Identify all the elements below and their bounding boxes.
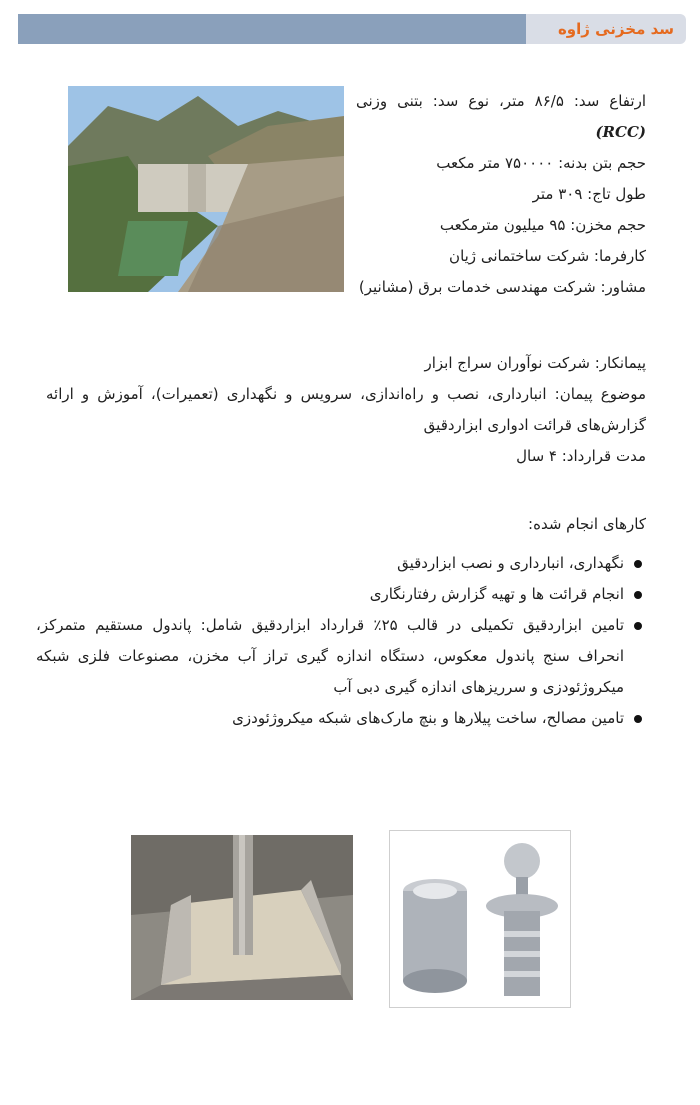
spec-rcc: (RCC)	[595, 123, 646, 141]
list-item: تامین مصالح، ساخت پیلارها و بنچ مارک‌های شبکه میکروژئودزی	[36, 703, 646, 734]
works-list	[36, 548, 646, 734]
list-item: نگهداری، انبارداری و نصب ابزاردقیق	[36, 548, 646, 579]
list-item: تامین ابزاردقیق تکمیلی در قالب ۲۵٪ قرارداد ابزاردقیق شامل: پاندول مستقیم متمرکز، انحراف سنج پاندول معکوس، دستگاه اندازه گیری تراز آب مخزن، مصنوعات فلزی شبکه میکروژئودزی و سرریزهای اندازه گیری دبی آب	[36, 610, 646, 703]
header-tab	[526, 14, 686, 44]
spec-contract-subject: موضوع پیمان: انبارداری، نصب و راه‌اندازی، سرویس و نگهداری (تعمیرات)، آموزش و ارائه گزارش‌های قرائت ادواری ابزاردقیق	[46, 385, 646, 434]
bullet-icon	[634, 560, 642, 568]
spec-contractor: پیمانکار: شرکت نوآوران سراج ابزار	[424, 354, 646, 372]
pendulum-installation-photo	[131, 835, 353, 1000]
works-title: کارهای انجام شده:	[528, 515, 646, 533]
spec-employer: کارفرما: شرکت ساختمانی ژیان	[449, 247, 646, 265]
dam-specs-top	[356, 86, 646, 303]
page-title: سد مخزنی ژاوه	[557, 20, 674, 38]
spec-crest-length: طول تاج: ۳۰۹ متر	[532, 185, 646, 203]
spec-reservoir-volume: حجم مخزن: ۹۵ میلیون مترمکعب	[439, 216, 646, 234]
header-bar	[18, 14, 526, 44]
spec-height-type: ارتفاع سد: ۸۶/۵ متر، نوع سد: بتنی وزنی	[356, 92, 646, 110]
bullet-icon	[634, 715, 642, 723]
spec-duration: مدت قرارداد: ۴ سال	[516, 447, 646, 465]
bullet-icon	[634, 591, 642, 599]
dam-photo	[68, 86, 344, 292]
spec-concrete-volume: حجم بتن بدنه: ۷۵۰۰۰۰ متر مکعب	[436, 154, 646, 172]
bullet-icon	[634, 622, 642, 630]
dam-specs-bottom	[46, 348, 646, 472]
instrument-parts-photo	[389, 830, 571, 1008]
list-item: انجام قرائت ها و تهیه گزارش رفتارنگاری	[36, 579, 646, 610]
spec-consultant: مشاور: شرکت مهندسی خدمات برق (مشانیر)	[358, 278, 646, 296]
